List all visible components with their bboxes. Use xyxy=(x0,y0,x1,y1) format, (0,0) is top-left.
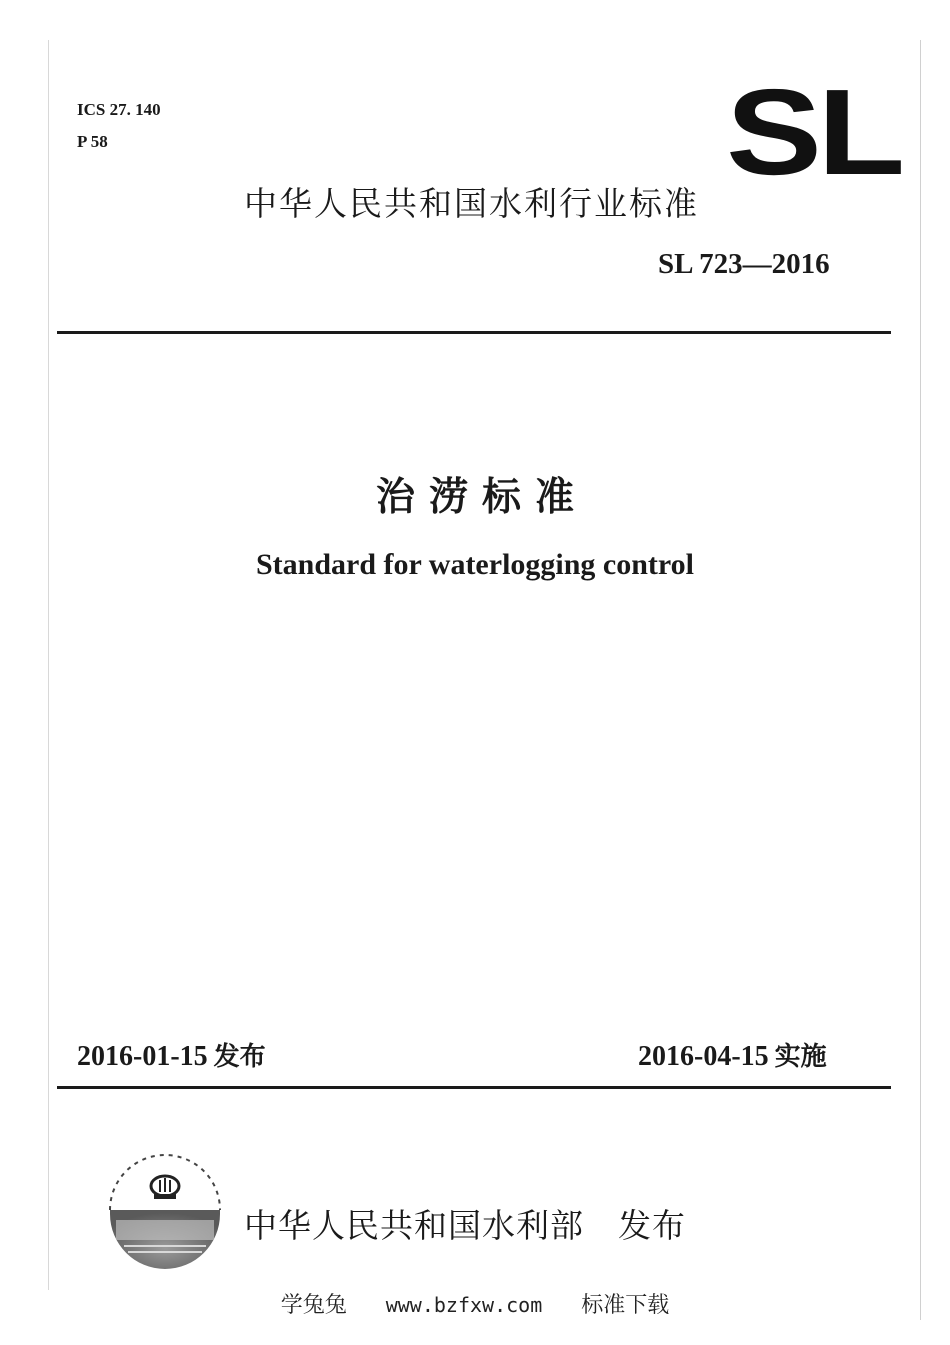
document-title-chinese: 治涝标准 xyxy=(375,475,588,520)
implementation-date-line xyxy=(638,1036,827,1073)
publisher-action: 发布 xyxy=(618,1206,686,1245)
implementation-date: 2016-04-15 xyxy=(638,1041,769,1072)
scan-edge-right xyxy=(920,40,921,1320)
top-divider xyxy=(57,331,891,334)
classification-block xyxy=(77,94,161,158)
ics-code: ICS 27. 140 xyxy=(77,100,161,119)
publisher-name: 中华人民共和国水利部 xyxy=(244,1206,584,1245)
standard-number: SL 723—2016 xyxy=(658,248,830,280)
implementation-label: 实施 xyxy=(774,1042,827,1072)
scan-edge-left xyxy=(48,40,49,1290)
document-title-english: Standard for waterlogging control xyxy=(255,548,695,581)
sl-logo: SL xyxy=(726,64,901,200)
classification-code: P 58 xyxy=(77,132,108,151)
footer-tagline: 标准下载 xyxy=(581,1293,670,1318)
publisher-line xyxy=(244,1200,686,1247)
footer-site-name: 学兔兔 xyxy=(280,1293,347,1318)
download-footer xyxy=(0,1288,950,1319)
footer-url-link[interactable]: www.bzfxw.com xyxy=(385,1293,543,1317)
issue-date-line xyxy=(77,1036,266,1073)
publisher-seal-icon xyxy=(104,1150,226,1272)
bottom-divider xyxy=(57,1086,891,1089)
issue-label: 发布 xyxy=(213,1042,266,1072)
issue-date: 2016-01-15 xyxy=(77,1041,208,1072)
ministry-standard-heading: 中华人民共和国水利行业标准 xyxy=(244,184,699,223)
